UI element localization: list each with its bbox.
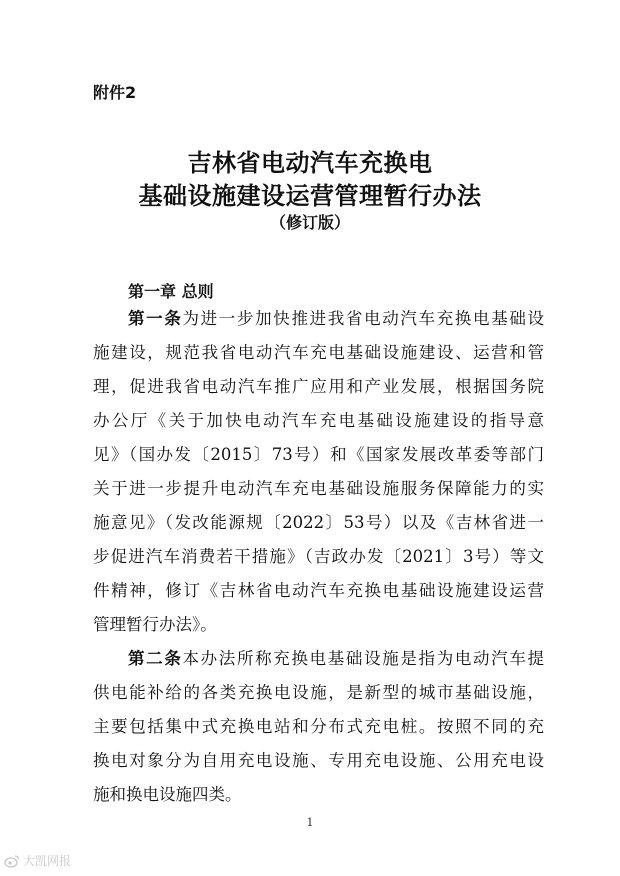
article-2-line: 施和换电设施四类。 bbox=[93, 785, 242, 804]
article-1-line: 第一条为进一步加快推进我省电动汽车充换电基础设 bbox=[128, 309, 545, 328]
watermark-text: 大凯网报 bbox=[23, 854, 72, 868]
weibo-icon bbox=[4, 854, 20, 868]
document-title-line-1: 吉林省电动汽车充换电 bbox=[187, 149, 433, 177]
article-1-line: 办公厅《关于加快电动汽车充电基础设施建设的指导意 bbox=[93, 411, 544, 430]
article-2-line: 主要包括集中式充换电站和分布式充电桩。按照不同的充 bbox=[93, 717, 544, 736]
document-title-line-2: 基础设施建设运营管理暂行办法 bbox=[138, 182, 482, 210]
article-1-line: 管理暂行办法》。 bbox=[93, 615, 217, 634]
article-1-line: 关于进一步提升电动汽车充电基础设施服务保障能力的实 bbox=[93, 479, 544, 498]
article-2-line: 换电对象分为自用充电设施、专用充电设施、公用充电设 bbox=[93, 751, 544, 770]
page-number: 1 bbox=[306, 816, 314, 829]
document-subtitle: （修订版） bbox=[269, 213, 350, 232]
article-1-line: 件精神，修订《吉林省电动汽车充换电基础设施建设运营 bbox=[93, 581, 544, 600]
article-1-line: 见》（国办发〔2015〕73号）和《国家发展改革委等部门 bbox=[93, 445, 544, 464]
article-2-line: 供电能补给的各类充换电设施，是新型的城市基础设施， bbox=[93, 683, 544, 702]
article-2-line: 第二条本办法所称充换电基础设施是指为电动汽车提 bbox=[128, 649, 545, 668]
article-1-label: 第一条 bbox=[128, 309, 183, 328]
chapter-heading: 第一章 总则 bbox=[128, 282, 214, 301]
article-2-label: 第二条 bbox=[128, 649, 183, 668]
attachment-label: 附件2 bbox=[93, 83, 137, 102]
article-1-line: 施建设，规范我省电动汽车充电基础设施建设、运营和管 bbox=[93, 343, 544, 362]
article-1-line: 步促进汽车消费若干措施》（吉政办发〔2021〕3号）等文 bbox=[93, 547, 544, 566]
watermark bbox=[4, 852, 71, 869]
article-1-line: 理，促进我省电动汽车推广应用和产业发展，根据国务院 bbox=[93, 377, 544, 396]
article-1-line: 施意见》（发改能源规〔2022〕53号）以及《吉林省进一 bbox=[93, 513, 544, 532]
